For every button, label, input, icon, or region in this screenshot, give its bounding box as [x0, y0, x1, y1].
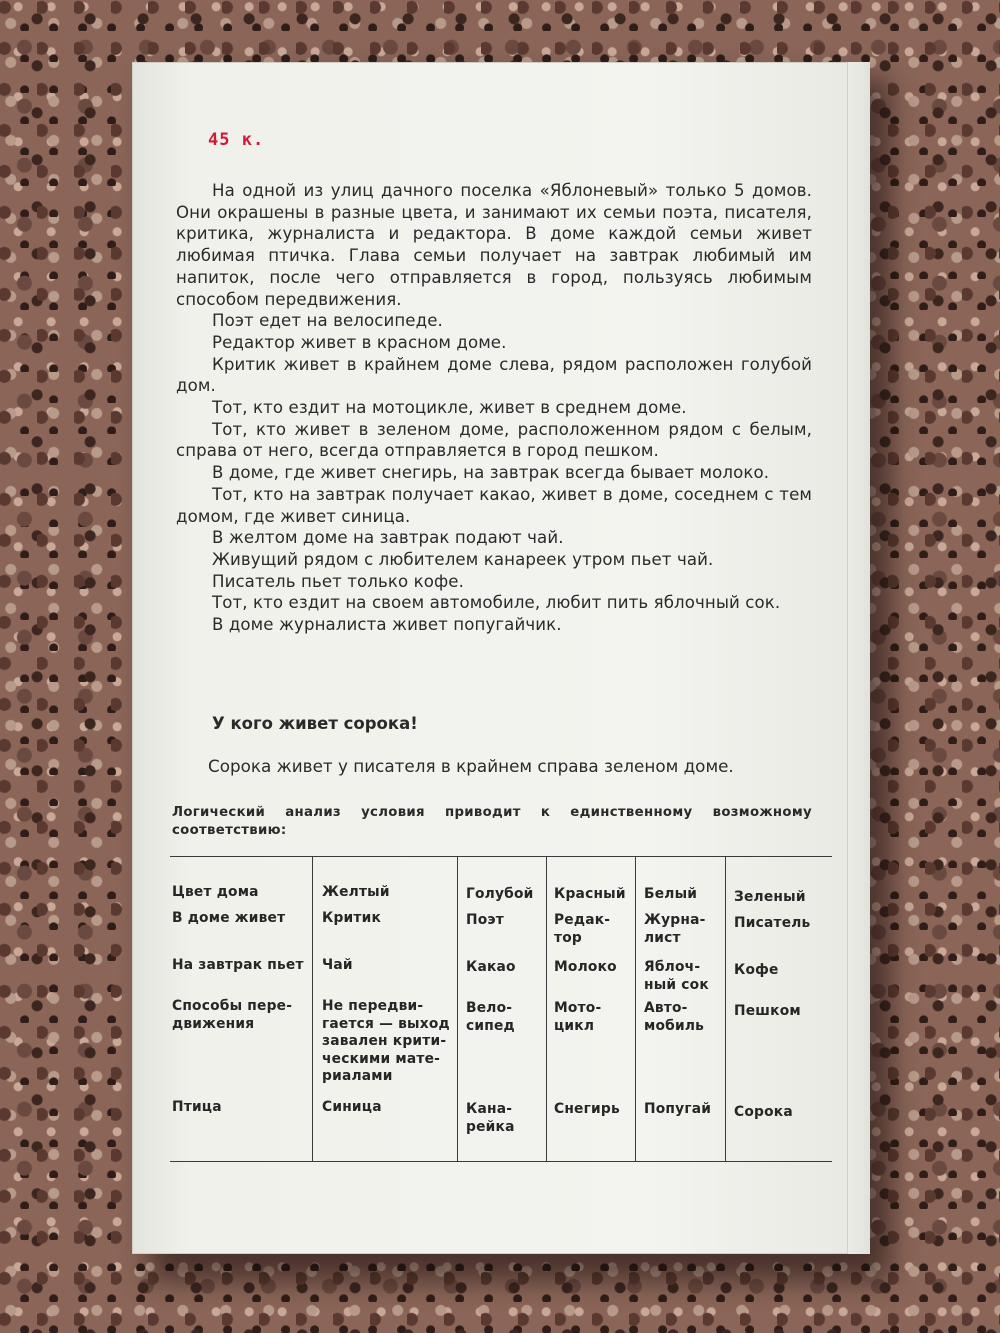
table-cell: Синица	[322, 1099, 382, 1115]
book-back-cover	[132, 62, 870, 1254]
table-column-divider	[312, 857, 313, 1161]
table-cell: Мото- цикл	[554, 1000, 602, 1034]
paragraph-clue: Тот, кто ездит на своем автомобиле, любит пить яблочный сок.	[212, 593, 781, 613]
paragraph-clue: Тот, кто живет в зеленом доме, расположенном рядом с белым, справа от него, всегда отправляется в город пешком.	[176, 419, 812, 461]
paragraph-clue: Поэт едет на велосипеде.	[212, 311, 443, 331]
table-row-header: Птица	[172, 1099, 222, 1115]
table-cell: Чай	[322, 957, 353, 973]
table-cell: Молоко	[554, 959, 617, 975]
table-cell: Редак- тор	[554, 912, 611, 946]
table-row-header: Цвет дома	[172, 884, 259, 900]
book-spine	[847, 62, 870, 1254]
table-cell: Пешком	[734, 1003, 801, 1019]
paragraph-clue: Писатель пьет только кофе.	[212, 571, 464, 591]
table-cell: Какао	[466, 959, 516, 975]
table-bottom-rule	[170, 1161, 832, 1162]
price-label: 45 к.	[208, 130, 265, 150]
paragraph-intro: На одной из улиц дачного поселка «Яблоневый» только 5 домов. Они окрашены в разные цвета, и занимают их семьи поэта, писателя, критика, журналиста и редактора. В доме каждой семьи живет любимая птичка. Глава семьи получает на завтрак любимый им напиток, после чего отправляется в город, пользуясь любимым способом передвижения.	[176, 181, 812, 309]
table-cell: Зеленый	[734, 889, 806, 905]
paragraph-clue: В доме, где живет снегирь, на завтрак всегда бывает молоко.	[212, 463, 770, 483]
table-cell: Авто- мобиль	[644, 1000, 705, 1034]
table-row-header: На завтрак пьет	[172, 957, 304, 973]
paragraph-clue: В желтом доме на завтрак подают чай.	[212, 528, 564, 548]
table-cell: Кофе	[734, 962, 779, 978]
table-cell: Желтый	[322, 884, 390, 900]
puzzle-answer: Сорока живет у писателя в крайнем справа зеленом доме.	[208, 756, 734, 776]
table-row-header: В доме живет	[172, 910, 286, 926]
table-row-header: Способы пере- движения	[172, 998, 293, 1032]
table-cell: Журна- лист	[644, 912, 706, 946]
paragraph-clue: Критик живет в крайнем доме слева, рядом расположен голубой дом.	[176, 354, 812, 396]
paragraph-clue: Живущий рядом с любителем канареек утром пьет чай.	[212, 549, 714, 569]
table-cell: Кана- рейка	[466, 1101, 515, 1135]
paragraph-clue: В доме журналиста живет попугайчик.	[212, 615, 562, 635]
puzzle-text	[176, 180, 812, 636]
table-cell: Попугай	[644, 1101, 712, 1117]
table-cell: Вело- сипед	[466, 1000, 515, 1034]
paragraph-clue: Редактор живет в красном доме.	[212, 332, 507, 352]
table-cell: Писатель	[734, 915, 811, 931]
table-cell: Белый	[644, 886, 698, 902]
table-cell: Красный	[554, 886, 626, 902]
table-cell: Голубой	[466, 886, 534, 902]
puzzle-question: У кого живет сорока!	[212, 714, 418, 733]
table-cell: Поэт	[466, 912, 505, 928]
table-cell: Снегирь	[554, 1101, 620, 1117]
analysis-note: Логический анализ условия приводит к единственному возможному соответствию:	[172, 805, 812, 838]
table-cell: Сорока	[734, 1104, 793, 1120]
table-top-rule	[170, 856, 832, 857]
paragraph-clue: Тот, кто на завтрак получает какао, живет в доме, соседнем с тем домом, где живет синица.	[176, 484, 812, 526]
paragraph-clue: Тот, кто ездит на мотоцикле, живет в среднем доме.	[212, 398, 687, 418]
table-cell: Критик	[322, 910, 382, 926]
table-cell: Яблоч- ный сок	[644, 959, 709, 993]
table-cell: Не передви- гается — выход завален крити- ческими мате- риалами	[322, 998, 450, 1084]
